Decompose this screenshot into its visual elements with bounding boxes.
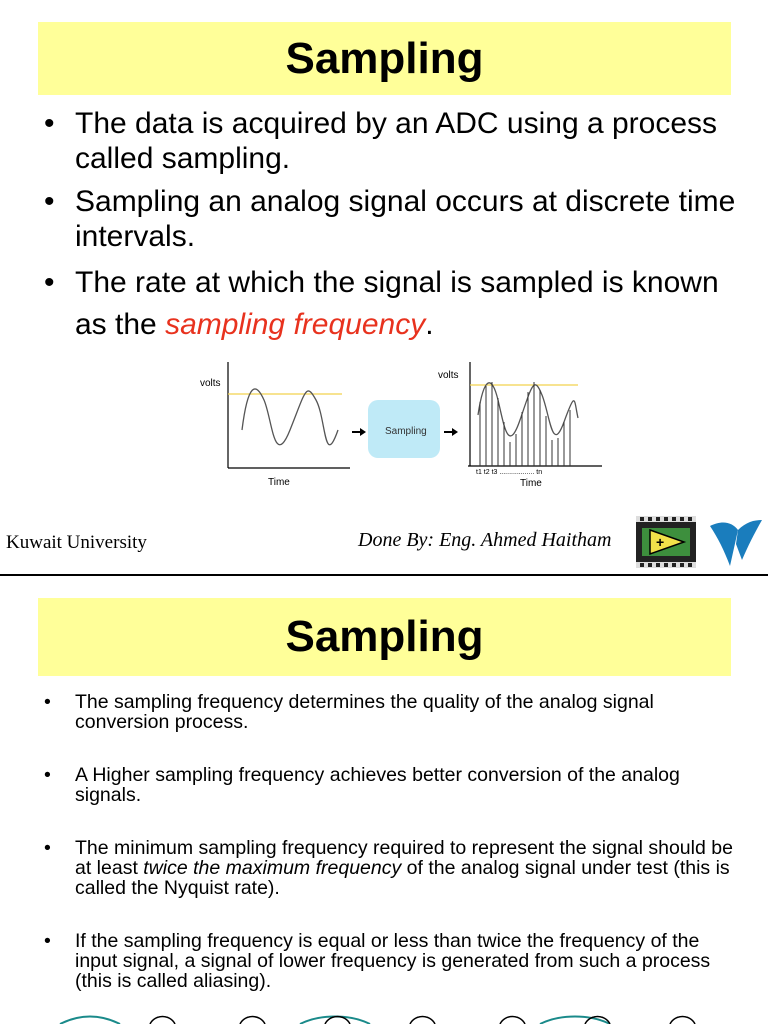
labview-logo-icon bbox=[634, 514, 698, 570]
tick-labels: t1 t2 t3 .................. tn bbox=[476, 469, 543, 476]
footer-author: Done By: Eng. Ahmed Haitham bbox=[358, 529, 612, 551]
bullet-item: • The sampling frequency determines the quality of the analog signal conversion process. bbox=[44, 691, 654, 733]
aliasing-wave-diagram bbox=[40, 1012, 740, 1024]
bullet-item: • If the sampling frequency is equal or less than twice the frequency of the input signal, a signal of lower frequency is generated from such a process (this is called aliasing). bbox=[44, 930, 711, 992]
slide-1-title: Sampling bbox=[285, 33, 484, 83]
bullet-item: • The data is acquired by an ADC using a process called sampling. bbox=[44, 107, 718, 175]
bullet-item: • The rate at which the signal is sampled is known as the sampling frequency. bbox=[44, 266, 719, 341]
analog-sine-wave bbox=[242, 389, 338, 445]
slide-1-bullet-list bbox=[44, 106, 744, 354]
footer-university: Kuwait University bbox=[6, 532, 147, 553]
slide-2-title-bar bbox=[38, 598, 731, 676]
slide-1-title-bar bbox=[38, 22, 731, 95]
ni-logo-icon bbox=[708, 516, 764, 568]
left-ylabel: volts bbox=[200, 378, 221, 389]
bullet-item: • The minimum sampling frequency required to represent the signal should be at least twice the maximum frequency of the analog signal under test (this is called the Nyquist rate). bbox=[44, 837, 733, 899]
svg-text:+: + bbox=[656, 534, 665, 550]
left-xlabel: Time bbox=[268, 477, 290, 488]
slide-2-title: Sampling bbox=[285, 612, 484, 661]
sampling-box-label: Sampling bbox=[385, 426, 427, 437]
sampling-frequency-term: sampling frequency bbox=[165, 308, 426, 341]
nyquist-emphasis: twice the maximum frequency bbox=[143, 857, 402, 879]
bullet-item: • A Higher sampling frequency achieves better conversion of the analog signals. bbox=[44, 764, 680, 806]
right-ylabel: volts bbox=[438, 370, 459, 381]
slide-2 bbox=[0, 576, 768, 1024]
sampling-diagram bbox=[190, 360, 620, 495]
slide-2-bullet-list bbox=[44, 692, 744, 1024]
sample-lines bbox=[480, 382, 570, 466]
bullet-item: • Sampling an analog signal occurs at discrete time intervals. bbox=[44, 185, 736, 253]
right-xlabel: Time bbox=[520, 478, 542, 489]
